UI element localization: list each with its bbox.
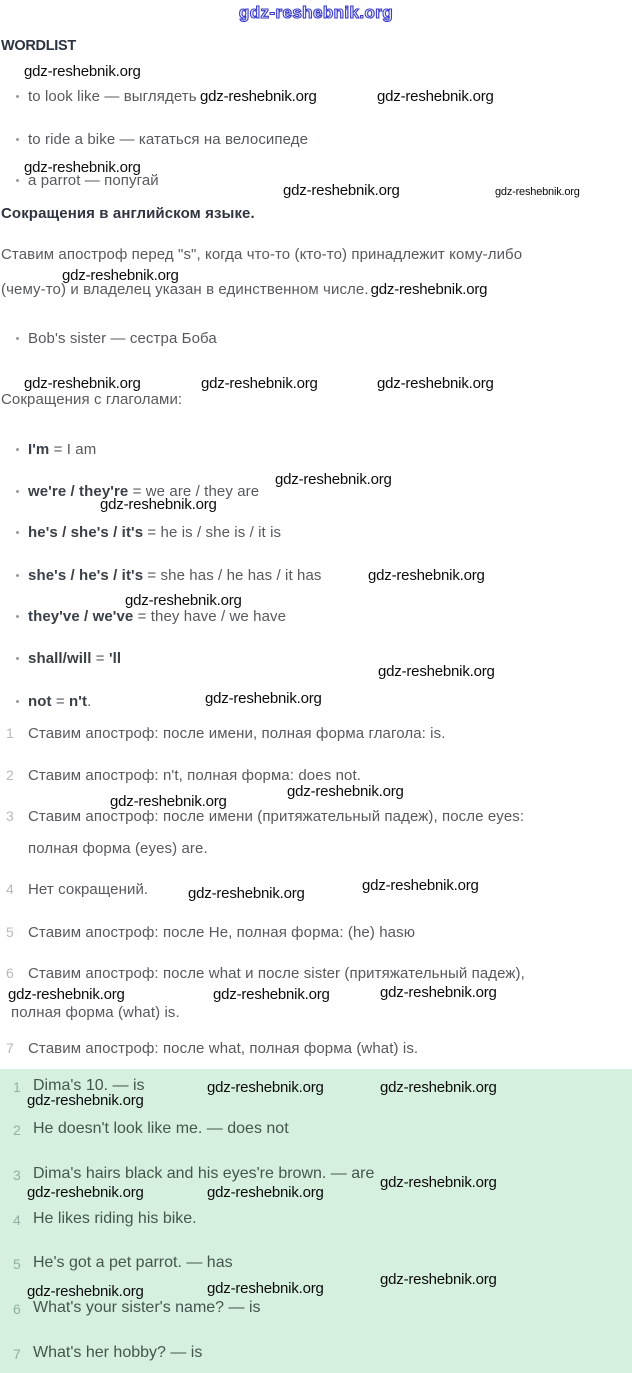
watermark: gdz-reshebnik.org xyxy=(207,1079,324,1096)
row-number: 1 xyxy=(6,725,14,741)
watermark: gdz-reshebnik.org xyxy=(368,567,485,584)
watermark: gdz-reshebnik.org xyxy=(27,1283,144,1300)
explanation-text: Ставим апостроф: после имени, полная форма глагола: is. xyxy=(28,725,446,742)
contraction-full: = xyxy=(91,650,109,667)
explanation-continuation: полная форма (what) is. xyxy=(11,1004,180,1021)
paragraph-line: Ставим апостроф перед "s", когда что-то (кто-то) принадлежит кому-либо xyxy=(1,246,523,263)
watermark: gdz-reshebnik.org xyxy=(62,267,179,284)
wordlist-item-text: a parrot — попугай xyxy=(28,172,159,189)
explanation-row xyxy=(6,965,525,982)
watermark: gdz-reshebnik.org xyxy=(275,471,392,488)
contraction-full: = I am xyxy=(49,441,97,458)
bullet-dot-icon xyxy=(16,448,19,451)
bullet-dot-icon xyxy=(16,337,19,340)
bullet-dot-icon xyxy=(16,657,19,660)
answer-text: What's her hobby? — is xyxy=(33,1344,203,1361)
wordlist-title: WORDLIST xyxy=(1,38,76,54)
bullet-dot-icon xyxy=(16,95,19,98)
section-heading: Сокращения в английском языке. xyxy=(1,205,255,222)
contraction-full: = xyxy=(51,693,70,710)
bullet-dot-icon xyxy=(16,700,19,703)
explanation-continuation: полная форма (eyes) are. xyxy=(28,840,208,857)
explanation-row xyxy=(6,924,416,941)
watermark: gdz-reshebnik.org xyxy=(377,375,494,392)
contraction-short: not xyxy=(28,693,52,710)
answer-row xyxy=(13,1120,289,1138)
answer-text: He likes riding his bike. xyxy=(33,1210,197,1227)
contraction-item xyxy=(28,441,96,458)
contraction-short: he's / she's / it's xyxy=(28,524,144,541)
bullet-dot-icon xyxy=(16,574,19,577)
watermark: gdz-reshebnik.org xyxy=(283,182,400,199)
watermark: gdz-reshebnik.org xyxy=(201,375,318,392)
row-number: 7 xyxy=(6,1040,14,1056)
answer-text: He's got a pet parrot. — has xyxy=(33,1254,233,1271)
explanation-row xyxy=(6,881,149,898)
explanation-text: Нет сокращений. xyxy=(28,881,149,898)
explanation-text: Ставим апостроф: после what и после sister (притяжательный падеж), xyxy=(28,965,525,982)
contraction-item xyxy=(28,650,121,667)
watermark: gdz-reshebnik.org xyxy=(205,690,322,707)
contraction-tail: . xyxy=(87,693,92,710)
bullet-dot-icon xyxy=(16,490,19,493)
contraction-short: 'll xyxy=(108,650,122,667)
watermark: gdz-reshebnik.org xyxy=(24,63,141,80)
watermark: gdz-reshebnik.org xyxy=(362,877,479,894)
row-number: 6 xyxy=(6,965,14,981)
answer-row xyxy=(13,1210,197,1228)
watermark: gdz-reshebnik.org xyxy=(213,986,330,1003)
watermark: gdz-reshebnik.org xyxy=(8,986,125,1003)
contraction-short: shall/will xyxy=(28,650,92,667)
contraction-full: = they have / we have xyxy=(133,608,287,625)
answer-text: Dima's 10. — is xyxy=(33,1077,145,1094)
wordlist-item-text: to look like — выглядеть xyxy=(28,88,197,105)
wordlist-item-text: to ride a bike — кататься на велосипеде xyxy=(28,131,309,148)
watermark: gdz-reshebnik.org xyxy=(380,984,497,1001)
contraction-item xyxy=(28,524,281,541)
answer-row xyxy=(13,1165,375,1183)
contraction-full: = he is / she is / it is xyxy=(143,524,282,541)
answer-text: What's your sister's name? — is xyxy=(33,1299,261,1316)
bullet-dot-icon xyxy=(16,615,19,618)
example-text: Bob's sister — сестра Боба xyxy=(28,330,217,347)
watermark: gdz-reshebnik.org xyxy=(200,88,317,105)
watermark: gdz-reshebnik.org xyxy=(378,663,495,680)
watermark: gdz-reshebnik.org xyxy=(27,1184,144,1201)
answer-text: He doesn't look like me. — does not xyxy=(33,1120,289,1137)
bullet-dot-icon xyxy=(16,138,19,141)
row-number: 2 xyxy=(6,767,14,783)
watermark: gdz-reshebnik.org xyxy=(24,375,141,392)
watermark: gdz-reshebnik.org xyxy=(125,592,242,609)
watermark: gdz-reshebnik.org xyxy=(100,496,217,513)
answer-text: Dima's hairs black and his eyes're brown. — are xyxy=(33,1165,375,1182)
paragraph-text: (чему-то) и владелец указан в единственном числе. xyxy=(1,281,369,298)
contraction-full: = she has / he has / it has xyxy=(143,567,322,584)
watermark: gdz-reshebnik.org xyxy=(287,783,404,800)
example-item xyxy=(28,330,217,347)
explanation-row xyxy=(6,808,525,825)
watermark: gdz-reshebnik.org xyxy=(188,885,305,902)
row-number: 2 xyxy=(13,1122,21,1138)
contraction-item xyxy=(28,567,321,584)
wordlist-item xyxy=(28,88,197,105)
explanation-row xyxy=(6,767,361,784)
row-number: 1 xyxy=(13,1079,21,1095)
watermark: gdz-reshebnik.org xyxy=(377,88,494,105)
watermark: gdz-reshebnik.org xyxy=(495,186,580,198)
row-number: 3 xyxy=(6,808,14,824)
watermark: gdz-reshebnik.org xyxy=(207,1184,324,1201)
explanation-text: Ставим апостроф: n't, полная форма: does not. xyxy=(28,767,361,784)
answer-row xyxy=(13,1254,233,1272)
row-number: 7 xyxy=(13,1346,21,1362)
row-number: 4 xyxy=(13,1212,21,1228)
bullet-dot-icon xyxy=(16,531,19,534)
row-number: 6 xyxy=(13,1301,21,1317)
explanation-text: Ставим апостроф: после имени (притяжательный падеж), после eyes: xyxy=(28,808,525,825)
contraction-full: = we are / they are xyxy=(128,483,260,500)
watermark: gdz-reshebnik.org xyxy=(380,1271,497,1288)
explanation-text: Ставим апостроф: после He, полная форма: (he) hasю xyxy=(28,924,416,941)
watermark: gdz-reshebnik.org xyxy=(110,793,227,810)
row-number: 5 xyxy=(6,924,14,940)
answer-row xyxy=(13,1344,203,1362)
wordlist-item xyxy=(28,131,308,148)
contraction-item xyxy=(28,693,91,710)
watermark: gdz-reshebnik.org xyxy=(207,1280,324,1297)
watermark: gdz-reshebnik.org xyxy=(380,1174,497,1191)
watermark: gdz-reshebnik.org xyxy=(380,1079,497,1096)
contraction-short: we're / they're xyxy=(28,483,129,500)
watermark: gdz-reshebnik.org xyxy=(24,159,141,176)
site-watermark-outline: gdz-reshebnik.org xyxy=(238,3,394,22)
answer-row xyxy=(13,1299,261,1317)
contraction-short: n't xyxy=(69,693,88,710)
subsection-heading: Сокращения с глаголами: xyxy=(1,391,183,408)
contraction-short: I'm xyxy=(28,441,50,458)
row-number: 3 xyxy=(13,1167,21,1183)
explanation-row xyxy=(6,725,446,742)
row-number: 5 xyxy=(13,1256,21,1272)
watermark: gdz-reshebnik.org xyxy=(370,281,488,298)
watermark: gdz-reshebnik.org xyxy=(27,1092,144,1109)
contraction-short: she's / he's / it's xyxy=(28,567,144,584)
row-number: 4 xyxy=(6,881,14,897)
explanation-text: Ставим апостроф: после what, полная форма (what) is. xyxy=(28,1040,419,1057)
explanation-row xyxy=(6,1040,419,1057)
bullet-dot-icon xyxy=(16,179,19,182)
contraction-item xyxy=(28,608,286,625)
contraction-short: they've / we've xyxy=(28,608,134,625)
